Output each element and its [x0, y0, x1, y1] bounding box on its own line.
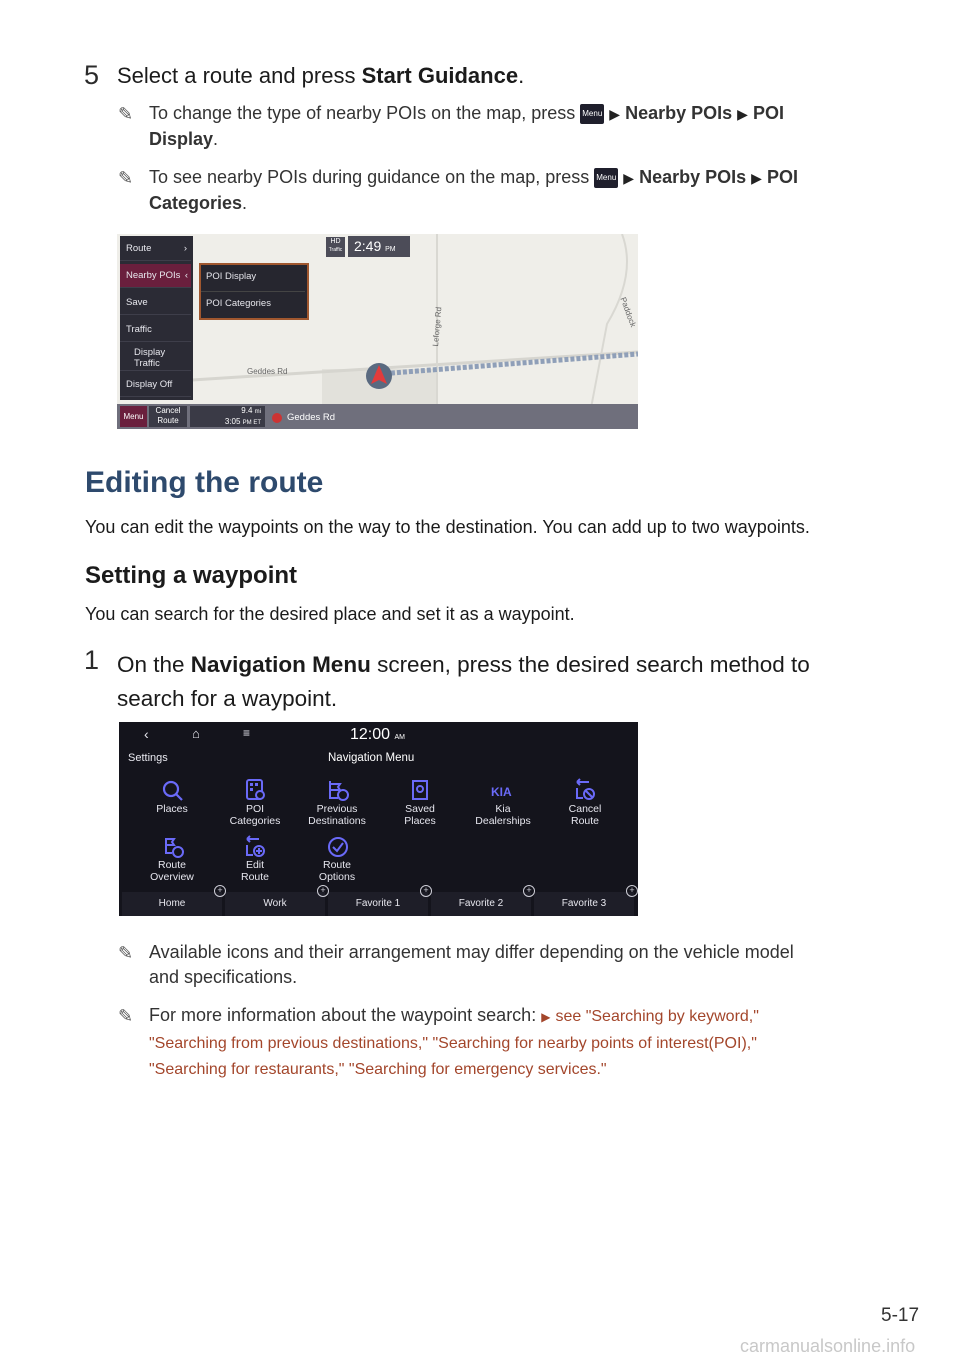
favorite-3[interactable]: Favorite 3: [534, 892, 634, 916]
svg-text:KIA: KIA: [491, 785, 512, 799]
places-search-icon[interactable]: [161, 779, 185, 803]
edit-route-icon[interactable]: [243, 835, 267, 859]
note-waypoint-search: For more information about the waypoint search: ▶ see "Searching by keyword," "Searching from previous destinations," "Searching for nearby points of interest(POI)," "Searching for restaurants," "Searching for emergency services.": [149, 1005, 759, 1078]
add-favorite-icon[interactable]: +: [317, 885, 329, 897]
settings-link[interactable]: Settings: [128, 752, 168, 764]
map-roads: [117, 234, 638, 429]
home-icon[interactable]: ⌂: [192, 726, 200, 741]
favorite-home[interactable]: Home: [122, 892, 222, 916]
trip-info: 9.4 mi 3:05 PM ET: [190, 406, 265, 427]
road-label: Geddes Rd: [247, 367, 288, 376]
clock: 12:00 AM: [350, 726, 405, 743]
pencil-note-icon: ✎: [118, 1006, 134, 1026]
add-favorite-icon[interactable]: +: [420, 885, 432, 897]
side-menu-route[interactable]: Route ›: [120, 237, 191, 261]
menu-icon[interactable]: ≡: [243, 726, 251, 740]
kia-dealerships-icon[interactable]: [490, 778, 514, 802]
favorite-work[interactable]: Work: [225, 892, 325, 916]
step-number: 5: [84, 60, 100, 90]
hd-traffic-badge: HD Traffic: [326, 237, 345, 257]
page-number: 5-17: [881, 1305, 920, 1326]
menu-button-icon: Menu: [594, 168, 618, 188]
add-favorite-icon[interactable]: +: [626, 885, 638, 897]
previous-destinations-icon[interactable]: [326, 778, 350, 802]
navigation-menu-screenshot: [119, 722, 638, 916]
section-title: Editing the route: [85, 466, 324, 499]
navigation-menu-title: Navigation Menu: [328, 752, 415, 764]
step-1-text: On the Navigation Menu screen, press the desired search method to search for a waypoint.: [117, 652, 810, 711]
pencil-note-icon: ✎: [118, 943, 134, 963]
side-menu-nearby-pois[interactable]: Nearby POIs ‹: [120, 264, 191, 288]
menu-button-icon: Menu: [580, 104, 604, 124]
map-screenshot: [117, 234, 638, 429]
poi-categories-label: POI Categories: [229, 803, 281, 827]
saved-places-icon[interactable]: [408, 778, 432, 802]
clock: 2:49 PM: [348, 236, 410, 257]
add-favorite-icon[interactable]: +: [523, 885, 535, 897]
pencil-note-icon: ✎: [118, 168, 134, 188]
places-label: Places: [156, 803, 188, 815]
saved-places-label: Saved Places: [404, 803, 436, 827]
road-label: Leforge Rd: [431, 306, 444, 347]
note-poi-categories: To see nearby POIs during guidance on the map, press Menu ▶ Nearby POIs ▶ POI Categories.: [149, 167, 798, 213]
kia-dealerships-label: Kia Dealerships: [475, 803, 531, 827]
side-menu-traffic[interactable]: Traffic: [120, 318, 191, 342]
route-options-icon[interactable]: [326, 835, 350, 859]
favorite-2[interactable]: Favorite 2: [431, 892, 531, 916]
cancel-route-icon[interactable]: [573, 778, 597, 802]
section-body: You can edit the waypoints on the way to the destination. You can add up to two waypoints.: [85, 517, 810, 537]
submenu-poi-display[interactable]: POI Display: [201, 265, 305, 289]
see-also-link[interactable]: see "Searching by keyword,": [555, 1008, 759, 1025]
side-menu-display-traffic[interactable]: Display Traffic: [120, 345, 191, 371]
side-menu-display-off[interactable]: Display Off: [120, 373, 191, 397]
subsection-body: You can search for the desired place and set it as a waypoint.: [85, 604, 575, 624]
poi-categories-icon[interactable]: [243, 778, 267, 802]
step-5-text: Select a route and press Start Guidance.: [117, 63, 525, 88]
location-pin-icon: [272, 413, 282, 423]
route-overview-label: Route Overview: [150, 859, 194, 883]
current-road: Geddes Rd: [287, 412, 336, 423]
side-menu-save[interactable]: Save: [120, 291, 191, 315]
note-icons-differ: Available icons and their arrangement may differ depending on the vehicle model and specifications.: [149, 942, 794, 987]
route-options-label: Route Options: [318, 859, 356, 883]
favorite-1[interactable]: Favorite 1: [328, 892, 428, 916]
cancel-route-label: Cancel Route: [568, 803, 602, 827]
note-poi-display: To change the type of nearby POIs on the map, press Menu ▶ Nearby POIs ▶ POI Display.: [149, 103, 784, 149]
menu-button[interactable]: Menu: [120, 406, 147, 427]
watermark: carmanualsonline.info: [740, 1336, 916, 1356]
back-icon[interactable]: ‹: [144, 726, 149, 742]
subsection-title: Setting a waypoint: [85, 562, 298, 589]
edit-route-label: Edit Route: [240, 859, 270, 883]
pencil-note-icon: ✎: [118, 104, 134, 124]
see-also-link[interactable]: "Searching from previous destinations," "Searching for nearby points of interest(POI),": [149, 1035, 757, 1052]
see-also-link[interactable]: "Searching for restaurants," "Searching for emergency services.": [149, 1061, 607, 1078]
previous-destinations-label: Previous Destinations: [308, 803, 366, 827]
submenu-poi-categories[interactable]: POI Categories: [201, 291, 305, 315]
road-label: Paddock: [618, 296, 638, 329]
route-overview-icon[interactable]: [161, 835, 185, 859]
step-number: 1: [84, 645, 100, 675]
add-favorite-icon[interactable]: +: [214, 885, 226, 897]
cancel-route-button[interactable]: Cancel Route: [149, 406, 187, 427]
